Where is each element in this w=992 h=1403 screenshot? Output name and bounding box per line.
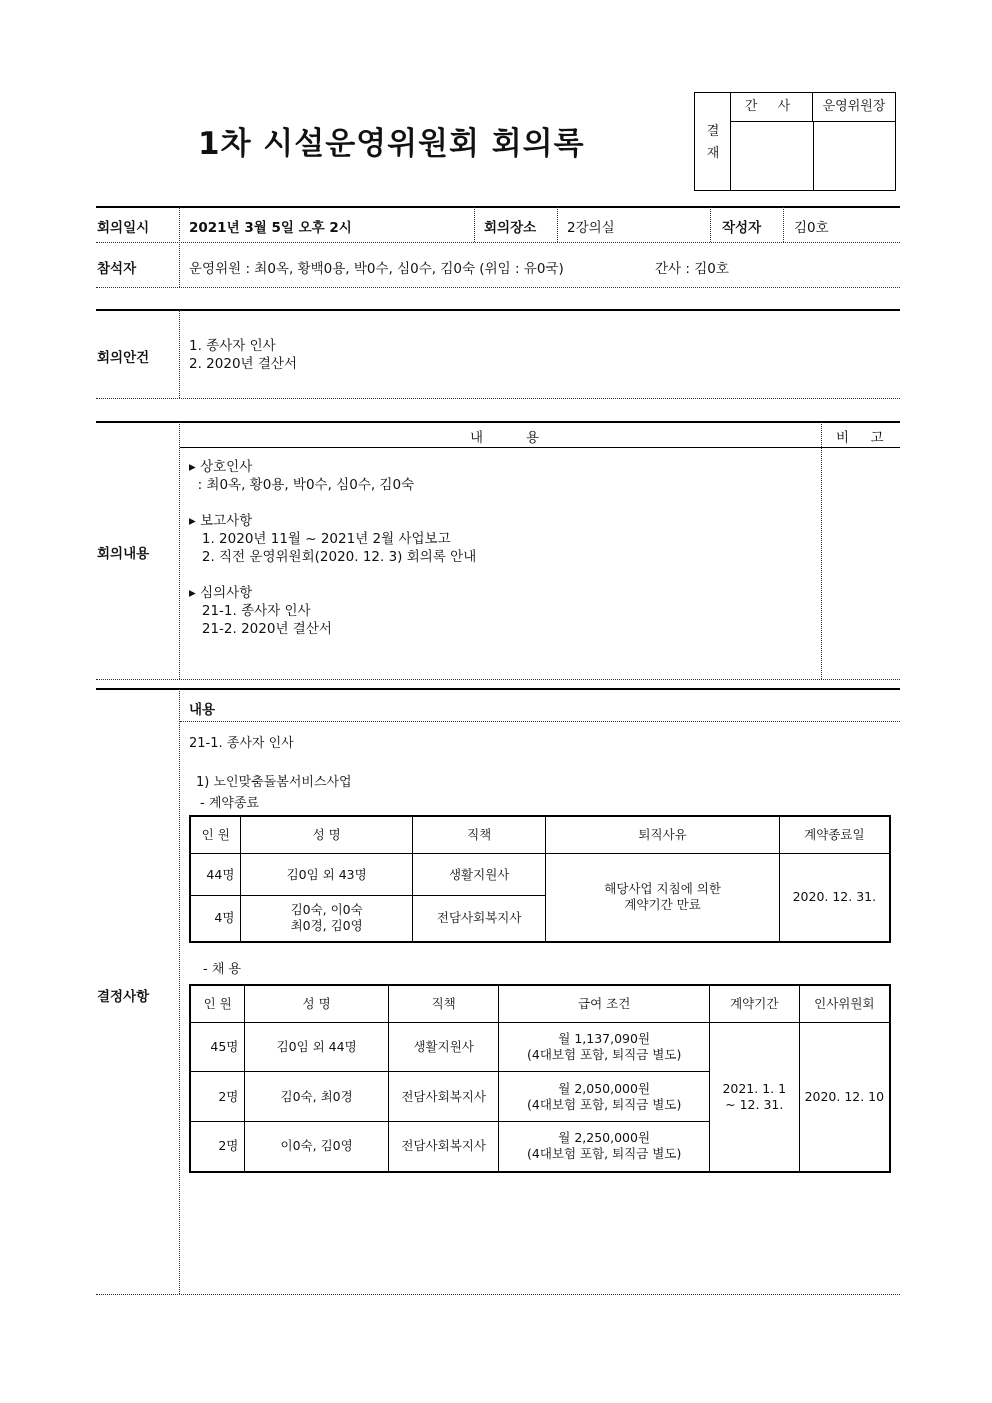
secretary-value: 간사 : 김0호	[655, 261, 729, 277]
attendees-label: 참석자	[97, 261, 137, 277]
approval-chair-header: 운영위원장	[813, 93, 895, 122]
agenda-label: 회의안건	[97, 350, 150, 366]
decision-item: 21-1. 종사자 인사	[189, 736, 294, 751]
table-header: 인 원	[190, 985, 245, 1023]
name-cell: 김0임 외 44명	[245, 1023, 388, 1072]
decision-sub-b: - 채 용	[203, 962, 242, 977]
period-cell: 2021. 1. 1 ~ 12. 31.	[709, 1023, 799, 1172]
agenda-item: 2. 2020년 결산서	[189, 356, 297, 372]
name-cell: 김0숙, 이0숙 최0경, 김0영	[241, 896, 412, 942]
place-value: 2강의실	[567, 220, 615, 236]
table-header: 성 명	[245, 985, 388, 1023]
decision-label: 결정사항	[97, 989, 150, 1005]
name-cell: 김0임 외 43명	[241, 854, 412, 896]
decision-sub-a: - 계약종료	[200, 796, 260, 811]
hire-table	[189, 984, 891, 1173]
table-header: 급여 조건	[499, 985, 709, 1023]
attendees-value: 운영위원 : 최0옥, 황백0용, 박0수, 심0수, 김0숙 (위임 : 유0국)	[189, 261, 564, 277]
contract-end-table	[189, 815, 891, 943]
writer-label: 작성자	[722, 220, 762, 236]
decision-sub: 1) 노인맞춤돌봄서비스사업	[196, 775, 352, 790]
count-cell: 2명	[190, 1072, 245, 1122]
reason-cell: 해당사업 지침에 의한 계약기간 만료	[546, 854, 779, 942]
table-row	[190, 1023, 890, 1072]
position-cell: 생활지원사	[388, 1023, 499, 1072]
table-header: 성 명	[241, 816, 412, 854]
salary-cell: 월 2,250,000원 (4대보험 포함, 퇴직금 별도)	[499, 1122, 709, 1172]
note-header: 비 고	[836, 430, 884, 446]
table-header: 직책	[388, 985, 499, 1023]
content-line: ▸ 보고사항	[189, 513, 253, 529]
approval-side	[695, 93, 731, 190]
approval-side-label-1: 결	[706, 124, 720, 139]
content-line: 21-2. 2020년 결산서	[189, 621, 332, 637]
divider	[96, 206, 900, 208]
decision-header: 내용	[189, 702, 216, 718]
content-line	[189, 494, 476, 512]
agenda-list	[189, 337, 297, 373]
table-header: 계약기간	[709, 985, 799, 1023]
count-cell: 4명	[190, 896, 241, 942]
position-cell: 생활지원사	[412, 854, 546, 896]
content-line: 1. 2020년 11월 ~ 2021년 2월 사업보고	[189, 531, 451, 547]
table-row	[190, 854, 890, 896]
content-body	[189, 458, 476, 638]
content-line: 21-1. 종사자 인사	[189, 603, 311, 619]
content-header: 내 용	[470, 430, 539, 446]
end-date-cell: 2020. 12. 31.	[779, 854, 890, 942]
position-cell: 전담사회복지사	[412, 896, 546, 942]
salary-cell: 월 1,137,090원 (4대보험 포함, 퇴직금 별도)	[499, 1023, 709, 1072]
content-label: 회의내용	[97, 546, 150, 562]
count-cell: 44명	[190, 854, 241, 896]
table-header: 인 원	[190, 816, 241, 854]
content-line: ▸ 상호인사	[189, 459, 253, 475]
content-line	[189, 566, 476, 584]
approval-side-label-2: 재	[706, 146, 720, 161]
count-cell: 45명	[190, 1023, 245, 1072]
table-header: 직책	[412, 816, 546, 854]
content-line: ▸ 심의사항	[189, 585, 253, 601]
committee-cell: 2020. 12. 10	[799, 1023, 890, 1172]
approval-box	[694, 92, 896, 191]
table-header: 계약종료일	[779, 816, 890, 854]
date-value: 2021년 3월 5일 오후 2시	[189, 220, 352, 236]
name-cell: 이0숙, 김0영	[245, 1122, 388, 1172]
table-header: 인사위원회	[799, 985, 890, 1023]
date-label: 회의일시	[97, 220, 150, 236]
agenda-item: 1. 종사자 인사	[189, 338, 276, 354]
content-line: : 최0옥, 황0용, 박0수, 심0수, 김0숙	[189, 477, 415, 493]
place-label: 회의장소	[484, 220, 537, 236]
writer-value: 김0호	[794, 220, 829, 236]
page-title: 1차 시설운영위원회 회의록	[198, 126, 585, 162]
salary-cell: 월 2,050,000원 (4대보험 포함, 퇴직금 별도)	[499, 1072, 709, 1122]
approval-secretary-header: 간 사	[731, 93, 813, 122]
content-line: 2. 직전 운영위원회(2020. 12. 3) 회의록 안내	[189, 549, 477, 565]
position-cell: 전담사회복지사	[388, 1072, 499, 1122]
count-cell: 2명	[190, 1122, 245, 1172]
position-cell: 전담사회복지사	[388, 1122, 499, 1172]
name-cell: 김0숙, 최0경	[245, 1072, 388, 1122]
table-header: 퇴직사유	[546, 816, 779, 854]
